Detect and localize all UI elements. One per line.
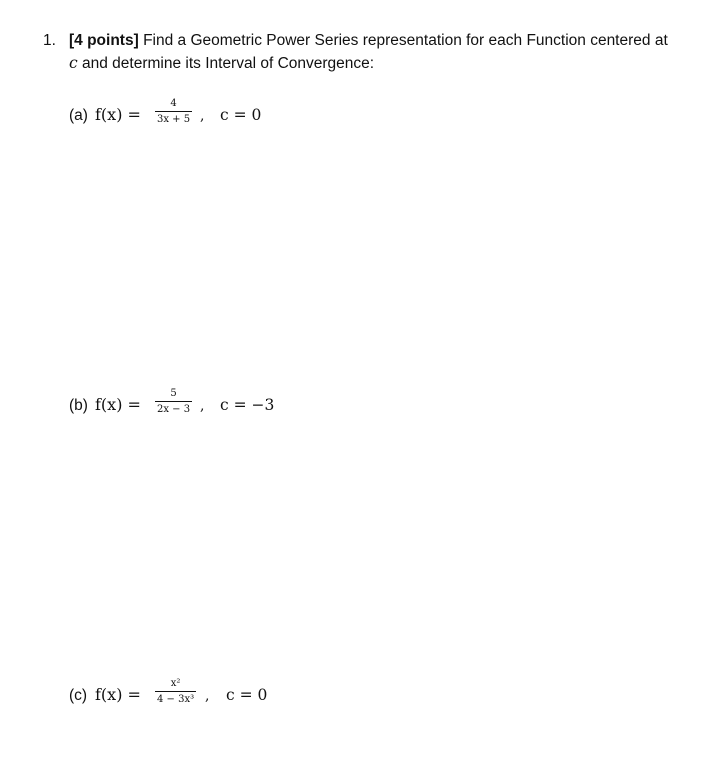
problem-number: 1. bbox=[43, 32, 56, 49]
prompt-line-2: and determine its Interval of Convergence: bbox=[82, 55, 375, 72]
fraction-denominator: 4 − 3x³ bbox=[157, 694, 195, 705]
center-condition: c = 0 bbox=[220, 106, 262, 124]
problem-prompt bbox=[69, 30, 709, 75]
separator-comma: , bbox=[200, 398, 205, 414]
part-c bbox=[69, 678, 469, 718]
fraction-denominator: 3x + 5 bbox=[157, 114, 191, 125]
fraction-numerator: 4 bbox=[155, 98, 192, 112]
function-name: f(x) = bbox=[95, 105, 141, 124]
part-label: (c) bbox=[69, 687, 88, 704]
center-condition: c = −3 bbox=[220, 396, 275, 414]
center-condition: c = 0 bbox=[226, 686, 268, 704]
fraction bbox=[155, 388, 192, 416]
part-label: (a) bbox=[69, 107, 88, 124]
fraction-denominator: 2x − 3 bbox=[157, 404, 191, 415]
fraction bbox=[155, 678, 196, 706]
points-label: [4 points] bbox=[69, 32, 139, 49]
function-name: f(x) = bbox=[95, 685, 141, 704]
fraction-numerator: x² bbox=[155, 678, 196, 692]
part-b bbox=[69, 388, 469, 428]
part-label: (b) bbox=[69, 397, 88, 414]
prompt-line-1: Find a Geometric Power Series representation for each Function centered at bbox=[143, 32, 668, 49]
separator-comma: , bbox=[200, 108, 205, 124]
function-name: f(x) = bbox=[95, 395, 141, 414]
prompt-variable-c: c bbox=[69, 54, 78, 72]
fraction-numerator: 5 bbox=[155, 388, 192, 402]
fraction bbox=[155, 98, 192, 126]
part-a bbox=[69, 98, 469, 138]
separator-comma: , bbox=[205, 688, 210, 704]
